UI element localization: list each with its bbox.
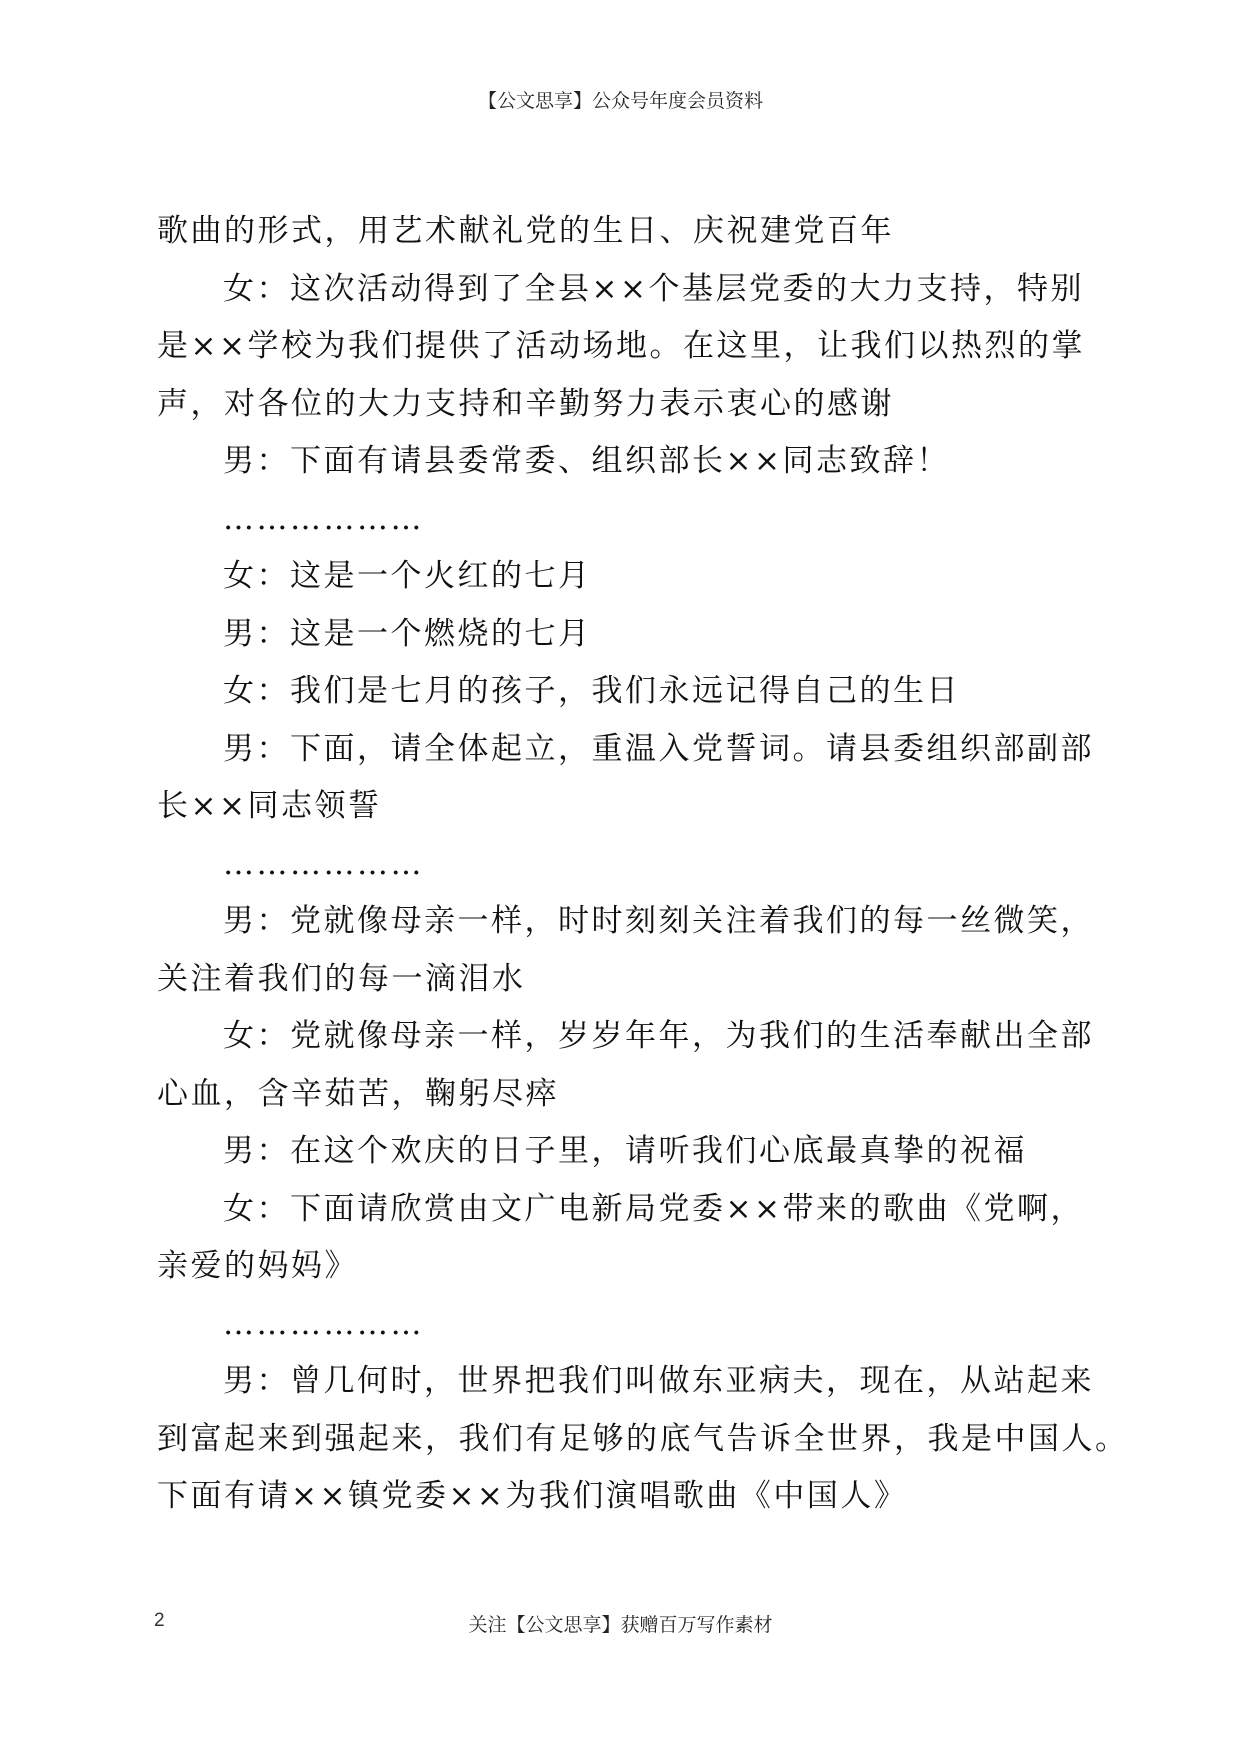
text-line: 女：下面请欣赏由文广电新局党委××带来的歌曲《党啊，: [223, 1190, 1084, 1227]
text-line: 男：曾几何时，世界把我们叫做东亚病夫，现在，从站起来: [223, 1363, 1094, 1399]
text-line: 关注着我们的每一滴泪水: [157, 960, 526, 997]
page-header: 【公文思享】公众号年度会员资料: [477, 90, 763, 112]
page-footer: 关注【公文思享】获赠百万写作素材: [468, 1614, 773, 1636]
text-line: 长××同志领誓: [157, 788, 382, 824]
text-line: 女：党就像母亲一样，岁岁年年，为我们的生活奉献出全部: [223, 1018, 1094, 1054]
text-line: 女：我们是七月的孩子，我们永远记得自己的生日: [223, 673, 960, 709]
text-line: 是××学校为我们提供了活动场地。在这里，让我们以热烈的掌: [157, 328, 1085, 364]
text-line: 亲爱的妈妈》: [157, 1248, 358, 1284]
text-line: 男：在这个欢庆的日子里，请听我们心底最真挚的祝福: [223, 1133, 1027, 1169]
text-line: ………………: [223, 500, 424, 537]
text-line: 歌曲的形式，用艺术献礼党的生日、庆祝建党百年: [157, 213, 894, 249]
text-line: 男：下面有请县委常委、组织部长××同志致辞！: [223, 443, 950, 479]
text-line: 女：这是一个火红的七月: [223, 558, 592, 594]
text-line: 心血，含辛茹苦，鞠躬尽瘁: [157, 1075, 559, 1112]
text-line: 声，对各位的大力支持和辛勤努力表示衷心的感谢: [157, 385, 894, 422]
page-number: 2: [154, 1610, 165, 1631]
text-line: 男：下面，请全体起立，重温入党誓词。请县委组织部副部: [223, 730, 1094, 767]
document-body: [157, 203, 1129, 1526]
text-line: 男：这是一个燃烧的七月: [223, 615, 592, 652]
text-line: 到富起来到强起来，我们有足够的底气告诉全世界，我是中国人。: [157, 1420, 1129, 1457]
text-line: ………………: [223, 1305, 424, 1342]
text-line: ………………: [223, 845, 424, 882]
text-line: 女：这次活动得到了全县××个基层党委的大力支持，特别: [223, 270, 1084, 307]
text-line: 男：党就像母亲一样，时时刻刻关注着我们的每一丝微笑，: [223, 903, 1094, 939]
text-line: 下面有请××镇党委××为我们演唱歌曲《中国人》: [157, 1478, 908, 1514]
